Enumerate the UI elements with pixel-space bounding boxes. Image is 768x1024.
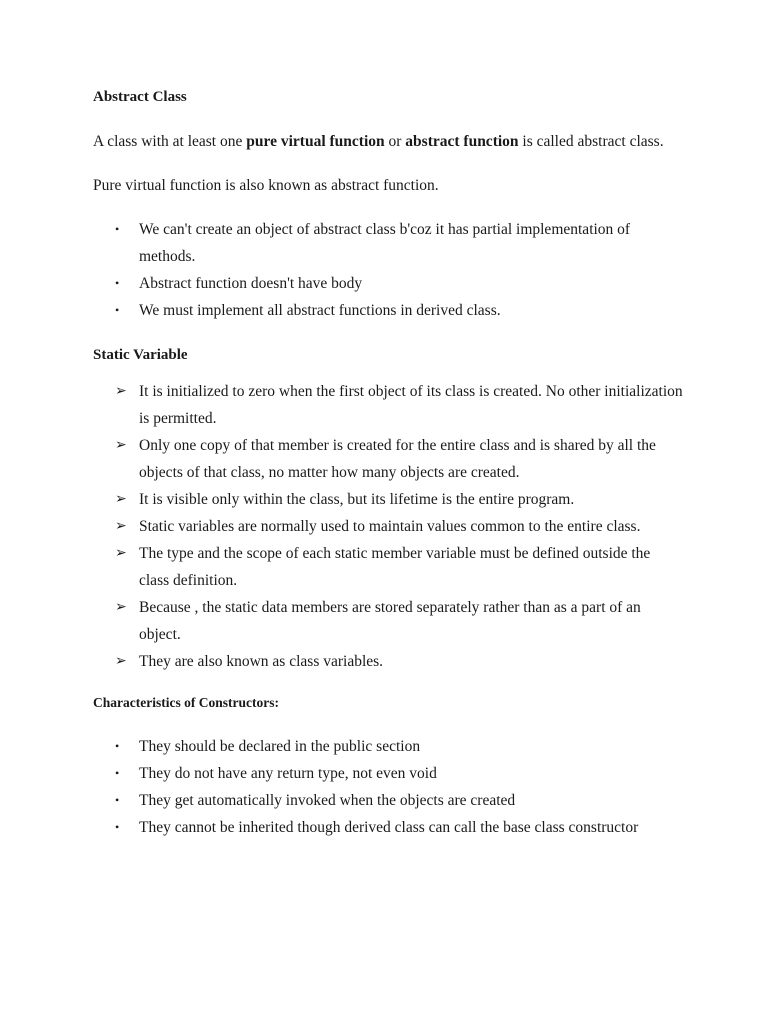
definition-text: is called abstract class.	[518, 133, 664, 150]
arrow-bullet-icon: ➢	[115, 546, 127, 561]
list-item	[93, 270, 683, 297]
list-item-text: They get automatically invoked when the objects are created	[139, 792, 516, 809]
list-item	[93, 432, 683, 486]
abstract-function-alias: Pure virtual function is also known as abstract function.	[93, 177, 439, 194]
list-item	[93, 814, 683, 841]
abstract-class-definition	[93, 128, 683, 155]
bullet-icon: •	[115, 820, 120, 834]
list-item	[93, 216, 683, 270]
list-item-text: Only one copy of that member is created for the entire class and is shared by all the objects of that class, no matter how many objects are created.	[139, 437, 656, 481]
list-item	[93, 760, 683, 787]
abstract-class-bullets	[93, 216, 683, 324]
bullet-icon: •	[115, 276, 120, 290]
static-variable-points	[93, 378, 683, 675]
list-item-text: They cannot be inherited though derived class can call the base class constructor	[139, 819, 639, 836]
definition-bold-term: abstract function	[405, 133, 519, 150]
list-item	[93, 648, 683, 675]
page-content	[93, 86, 683, 841]
bullet-icon: •	[115, 793, 120, 807]
arrow-bullet-icon: ➢	[115, 654, 127, 669]
definition-text: or	[384, 133, 406, 150]
bullet-icon: •	[115, 766, 120, 780]
list-item	[93, 513, 683, 540]
list-item-text: Abstract function doesn't have body	[139, 275, 363, 292]
arrow-bullet-icon: ➢	[115, 600, 127, 615]
constructors-bullets	[93, 733, 683, 841]
list-item-text: Because , the static data members are stored separately rather than as a part of an object.	[139, 599, 641, 643]
bullet-icon: •	[115, 739, 120, 753]
list-item	[93, 486, 683, 513]
list-item-text: They should be declared in the public section	[139, 738, 421, 755]
list-item-text: We must implement all abstract functions in derived class.	[139, 302, 501, 319]
list-item	[93, 733, 683, 760]
list-item-text: They are also known as class variables.	[139, 653, 384, 670]
definition-bold-term: pure virtual function	[246, 133, 385, 150]
arrow-bullet-icon: ➢	[115, 384, 127, 399]
arrow-bullet-icon: ➢	[115, 492, 127, 507]
constructors-heading: Characteristics of Constructors:	[93, 695, 279, 710]
definition-text: A class with at least one	[93, 133, 247, 150]
list-item	[93, 540, 683, 594]
list-item	[93, 594, 683, 648]
static-variable-heading: Static Variable	[93, 347, 188, 363]
bullet-icon: •	[115, 222, 120, 236]
list-item	[93, 787, 683, 814]
list-item-text: It is visible only within the class, but its lifetime is the entire program.	[139, 491, 575, 508]
arrow-bullet-icon: ➢	[115, 438, 127, 453]
list-item-text: We can't create an object of abstract class b'coz it has partial implementation of methods.	[139, 221, 631, 265]
arrow-bullet-icon: ➢	[115, 519, 127, 534]
list-item	[93, 297, 683, 324]
list-item-text: They do not have any return type, not even void	[139, 765, 437, 782]
list-item	[93, 378, 683, 432]
list-item-text: It is initialized to zero when the first object of its class is created. No other initialization is permitted.	[139, 383, 683, 427]
list-item-text: Static variables are normally used to maintain values common to the entire class.	[139, 518, 641, 535]
abstract-class-heading: Abstract Class	[93, 89, 187, 105]
bullet-icon: •	[115, 303, 120, 317]
list-item-text: The type and the scope of each static member variable must be defined outside the class definition.	[139, 545, 651, 589]
